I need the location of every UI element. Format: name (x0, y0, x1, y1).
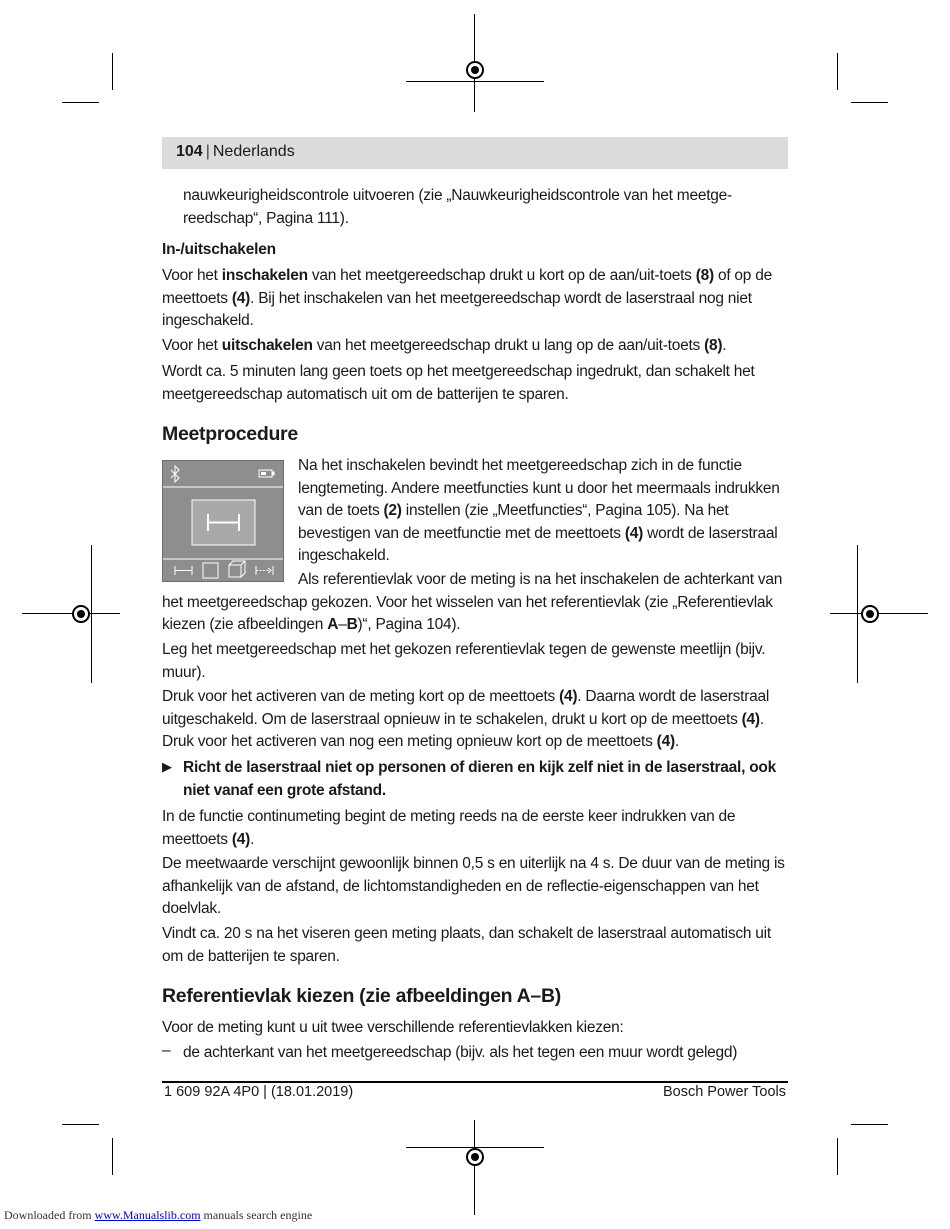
manualslib-link[interactable]: www.Manualslib.com (94, 1208, 201, 1222)
registration-mark-icon (466, 61, 484, 79)
crop-mark (62, 1124, 99, 1125)
crop-mark (851, 102, 888, 103)
crop-mark (112, 53, 113, 90)
warning-bullet-icon: ▶ (162, 759, 172, 774)
list-dash: – (162, 1042, 171, 1059)
onoff-paragraph-1: Voor het inschakelen van het meetgereedschap drukt u kort op de aan/uit-toets (8) of op de meettoets (4). Bij het inschakelen van het meetgereedschap wordt de laserstraal nog niet ingeschakeld. (162, 267, 772, 329)
crop-mark (62, 102, 99, 103)
crop-mark (851, 1124, 888, 1125)
measure-paragraph-6: De meetwaarde verschijnt gewoonlijk binnen 0,5 s en uiterlijk na 4 s. De duur van de meting is afhankelijk van de afstand, de lichtomstandigheden en de reflectie-eigenschappen van het doelvlak. (162, 855, 785, 917)
crop-mark (837, 1138, 838, 1175)
measure-paragraph-5: In de functie continumeting begint de meting reeds na de eerste keer indrukken van de meettoets (4). (162, 808, 736, 848)
onoff-paragraph-3: Wordt ca. 5 minuten lang geen toets op het meetgereedschap ingedrukt, dan schakelt het meetgereedschap automatisch uit om de batterijen te sparen. (162, 363, 755, 403)
footer-doc-number: 1 609 92A 4P0 | (18.01.2019) (164, 1084, 354, 1100)
crop-mark (112, 1138, 113, 1175)
reference-list-item-1: de achterkant van het meetgereedschap (bijv. als het tegen een muur wordt gelegd) (183, 1044, 738, 1061)
intro-paragraph: nauwkeurigheidscontrole uitvoeren (zie „Nauwkeurigheidscontrole van het meetgereedschap“, Pagina 111). (183, 187, 733, 227)
battery-icon (259, 470, 274, 477)
measure-paragraph-4: Druk voor het activeren van de meting kort op de meettoets (4). Daarna wordt de laserstraal uitgeschakeld. Om de laserstraal opnieuw in te schakelen, drukt u kort op de meettoets (4). Druk voor het activeren van nog een meting opnieuw kort op de meettoets (4). (162, 688, 770, 750)
bluetooth-icon (171, 466, 179, 482)
registration-line (91, 545, 92, 683)
reference-paragraph-1: Voor de meting kunt u uit twee verschillende referentievlakken kiezen: (162, 1019, 624, 1036)
measure-heading: Meetprocedure (162, 423, 298, 445)
header-separator: | (205, 143, 210, 160)
measure-paragraph-1: Na het inschakelen bevindt het meetgereedschap zich in de functie lengtemeting. Andere meetfuncties kunt u door het meermaals indrukken van de toets (2) instellen (zie „Meetfuncties“, Pagina 105). Na het bevestigen van de meetfunctie met de meettoets (4) wordt de laserstraal ingeschakeld. (298, 457, 780, 564)
page-header (162, 137, 788, 169)
measure-paragraph-7: Vindt ca. 20 s na het viseren geen meting plaats, dan schakelt de laserstraal automatisch uit om de batterijen te sparen. (162, 925, 771, 965)
registration-line (830, 613, 928, 614)
header-text (176, 143, 295, 161)
registration-line (474, 1120, 475, 1215)
registration-mark-icon (861, 605, 879, 623)
measure-paragraph-3: Leg het meetgereedschap met het gekozen referentievlak tegen de gewenste meetlijn (bijv. muur). (162, 641, 766, 681)
download-note: Downloaded from www.Manualslib.com manuals search engine (4, 1208, 313, 1222)
registration-line (857, 545, 858, 683)
page-number: 104 (176, 143, 203, 160)
warning-text: Richt de laserstraal niet op personen of dieren en kijk zelf niet in de laserstraal, ook niet vanaf een grote afstand. (183, 759, 777, 799)
device-display-illustration (162, 460, 284, 582)
registration-mark-icon (466, 1148, 484, 1166)
crop-mark (837, 53, 838, 90)
registration-mark-icon (72, 605, 90, 623)
registration-line (22, 613, 120, 614)
header-language: Nederlands (212, 143, 295, 160)
registration-line (406, 81, 544, 82)
onoff-paragraph-2: Voor het uitschakelen van het meetgereedschap drukt u lang op de aan/uit-toets (8). (162, 337, 727, 354)
footer-brand: Bosch Power Tools (662, 1084, 786, 1100)
measure-paragraph-2: Als referentievlak voor de meting is na het inschakelen de achterkant van het meetgereedschap gekozen. Voor het wisselen van het referentievlak (zie „Referentievlak kiezen (zie afbeeldingen A–B)“, Pagina 104). (162, 571, 783, 633)
footer-rule (162, 1081, 788, 1083)
reference-heading: Referentievlak kiezen (zie afbeeldingen A–B) (162, 985, 561, 1007)
onoff-heading: In-/uitschakelen (162, 241, 276, 258)
